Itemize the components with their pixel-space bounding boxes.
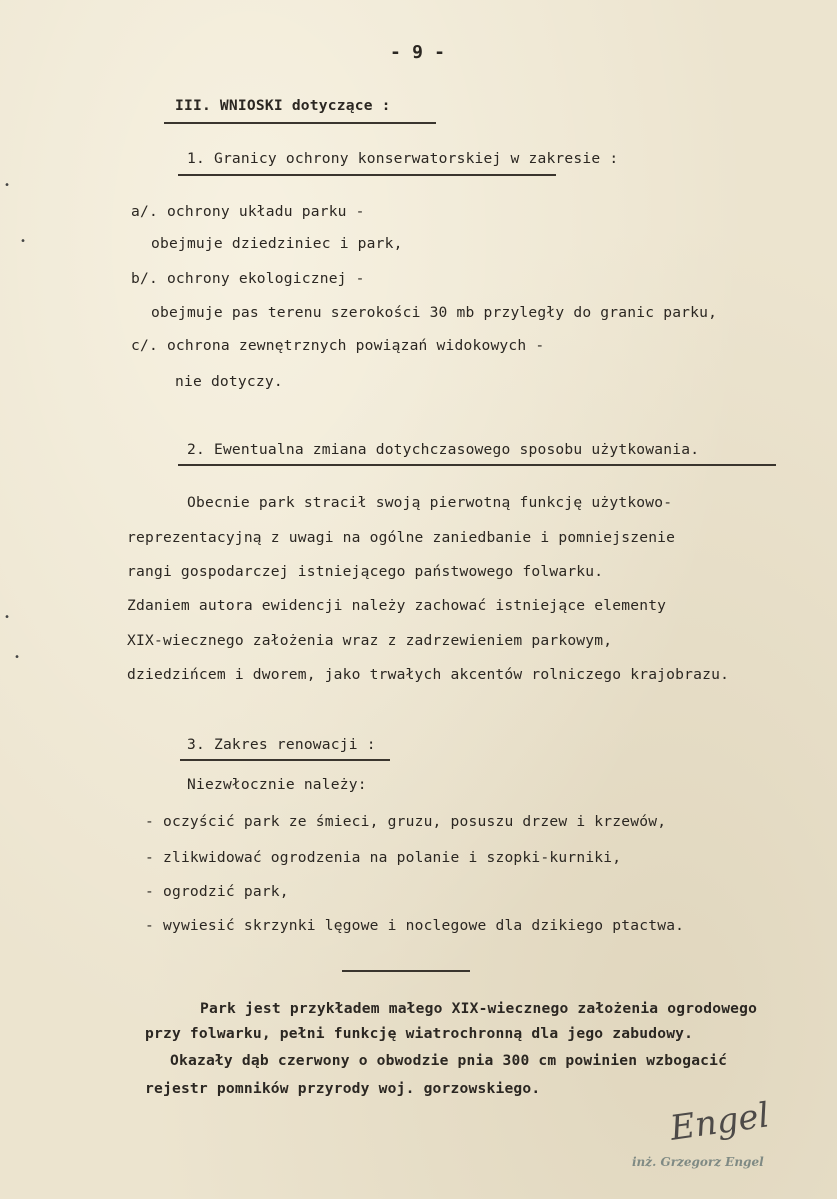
signature-stamp: inż. Grzegorz Engel	[632, 1155, 764, 1169]
section3-item: - ogrodzić park,	[145, 883, 289, 900]
section1-line-c: c/. ochrona zewnętrznych powiązań widokowych -	[131, 337, 545, 354]
section3-underline	[180, 759, 390, 761]
margin-mark: •	[14, 652, 21, 663]
section2-line: Zdaniem autora ewidencji należy zachować istniejące elementy	[127, 597, 667, 614]
section2-title: 2. Ewentualna zmiana dotychczasowego sposobu użytkowania.	[187, 441, 700, 458]
section3-intro: Niezwłocznie należy:	[187, 776, 367, 793]
separator-rule	[342, 970, 470, 972]
section3-item: - wywiesić skrzynki lęgowe i noclegowe dla dzikiego ptactwa.	[145, 917, 685, 934]
section2-line: dziedzińcem i dworem, jako trwałych akcentów rolniczego krajobrazu.	[127, 666, 730, 683]
section3-item: - oczyścić park ze śmieci, gruzu, posuszu drzew i krzewów,	[145, 813, 667, 830]
handwritten-signature: Engel	[667, 1095, 772, 1149]
section2-underline	[178, 464, 776, 466]
section1-line-c-detail: nie dotyczy.	[175, 373, 283, 390]
section1-line-b-detail: obejmuje pas terenu szerokości 30 mb przyległy do granic parku,	[151, 304, 718, 321]
section2-line: Obecnie park stracił swoją pierwotną funkcję użytkowo-	[187, 494, 673, 511]
margin-mark: •	[4, 180, 11, 191]
section3-title: 3. Zakres renowacji :	[187, 736, 376, 753]
section1-line-a-detail: obejmuje dziedziniec i park,	[151, 235, 403, 252]
section1-underline	[178, 174, 556, 176]
section2-line: reprezentacyjną z uwagi na ogólne zaniedbanie i pomniejszenie	[127, 529, 676, 546]
page-number: - 9 -	[390, 42, 446, 63]
conclusion-line: Okazały dąb czerwony o obwodzie pnia 300 cm powinien wzbogacić	[170, 1052, 728, 1069]
section2-line: XIX-wiecznego założenia wraz z zadrzewieniem parkowym,	[127, 632, 613, 649]
section1-title: 1. Granicy ochrony konserwatorskiej w zakresie :	[187, 150, 619, 167]
section2-line: rangi gospodarczej istniejącego państwowego folwarku.	[127, 563, 604, 580]
section1-line-a: a/. ochrony układu parku -	[131, 203, 365, 220]
conclusion-line: przy folwarku, pełni funkcję wiatrochronną dla jego zabudowy.	[145, 1025, 694, 1042]
margin-mark: •	[4, 612, 11, 623]
section3-item: - zlikwidować ogrodzenia na polanie i szopki-kurniki,	[145, 849, 622, 866]
conclusion-line: Park jest przykładem małego XIX-wiecznego założenia ogrodowego	[200, 1000, 758, 1017]
section1-line-b: b/. ochrony ekologicznej -	[131, 270, 365, 287]
margin-mark: •	[20, 236, 27, 247]
conclusion-line: rejestr pomników przyrody woj. gorzowskiego.	[145, 1080, 541, 1097]
section-heading: III. WNIOSKI dotyczące :	[175, 97, 391, 114]
heading-underline	[164, 122, 436, 124]
